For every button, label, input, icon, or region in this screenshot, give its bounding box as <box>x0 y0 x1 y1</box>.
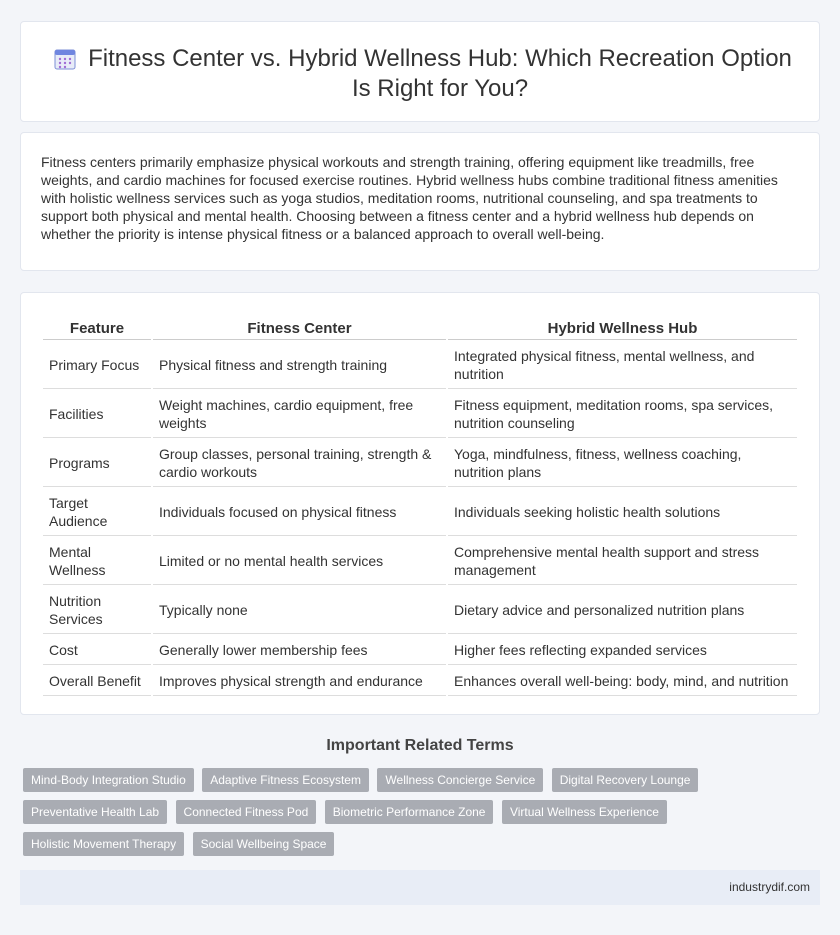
comparison-table <box>41 313 799 698</box>
row-feature: Overall Benefit <box>43 667 151 696</box>
row-fitness-center: Limited or no mental health services <box>153 538 446 585</box>
header-fitness-center: Fitness Center <box>153 315 446 340</box>
row-fitness-center: Individuals focused on physical fitness <box>153 489 446 536</box>
related-term-tag[interactable]: Virtual Wellness Experience <box>502 800 667 824</box>
table-row <box>43 667 797 696</box>
related-term-tag[interactable]: Social Wellbeing Space <box>193 832 335 856</box>
header-feature: Feature <box>43 315 151 340</box>
page-title: Fitness Center vs. Hybrid Wellness Hub: Which Recreation Option Is Right for You? <box>88 45 792 102</box>
row-feature: Facilities <box>43 391 151 438</box>
related-term-tag[interactable]: Holistic Movement Therapy <box>23 832 184 856</box>
row-fitness-center: Improves physical strength and endurance <box>153 667 446 696</box>
comparison-table-card <box>20 292 820 715</box>
row-feature: Primary Focus <box>43 342 151 389</box>
table-row <box>43 587 797 634</box>
row-feature: Target Audience <box>43 489 151 536</box>
related-term-tag[interactable]: Preventative Health Lab <box>23 800 167 824</box>
row-hybrid-hub: Individuals seeking holistic health solutions <box>448 489 797 536</box>
table-header-row <box>43 315 797 340</box>
intro-card <box>20 132 820 271</box>
intro-paragraph: Fitness centers primarily emphasize physical workouts and strength training, offering equipment like treadmills, free weights, and cardio machines for focused exercise routines. Hybrid wellness hubs combine traditional fitness amenities with holistic wellness services such as yoga studios, meditation rooms, nutritional counseling, and spa treatments to support both physical and mental health. Choosing between a fitness center and a hybrid wellness hub depends on whether the priority is intense physical fitness or a balanced approach to overall well-being. <box>41 154 778 242</box>
related-term-tag[interactable]: Digital Recovery Lounge <box>552 768 699 792</box>
table-row <box>43 440 797 487</box>
related-term-tag[interactable]: Adaptive Fitness Ecosystem <box>202 768 369 792</box>
row-hybrid-hub: Enhances overall well-being: body, mind, and nutrition <box>448 667 797 696</box>
row-hybrid-hub: Comprehensive mental health support and stress management <box>448 538 797 585</box>
row-feature: Mental Wellness <box>43 538 151 585</box>
header-hybrid-wellness-hub: Hybrid Wellness Hub <box>448 315 797 340</box>
row-feature: Cost <box>43 636 151 665</box>
related-terms-title: Important Related Terms <box>326 737 514 754</box>
row-fitness-center: Generally lower membership fees <box>153 636 446 665</box>
related-term-tag[interactable]: Biometric Performance Zone <box>325 800 494 824</box>
related-term-tag[interactable]: Mind-Body Integration Studio <box>23 768 194 792</box>
title-card <box>20 21 820 122</box>
row-hybrid-hub: Dietary advice and personalized nutrition plans <box>448 587 797 634</box>
row-hybrid-hub: Yoga, mindfulness, fitness, wellness coaching, nutrition plans <box>448 440 797 487</box>
table-row <box>43 489 797 536</box>
footer-site-link[interactable]: industrydif.com <box>729 880 810 894</box>
footer <box>20 870 820 905</box>
related-term-tag[interactable]: Connected Fitness Pod <box>176 800 317 824</box>
related-term-tag[interactable]: Wellness Concierge Service <box>377 768 543 792</box>
row-feature: Nutrition Services <box>43 587 151 634</box>
row-fitness-center: Typically none <box>153 587 446 634</box>
table-row <box>43 636 797 665</box>
table-row <box>43 391 797 438</box>
row-feature: Programs <box>43 440 151 487</box>
row-hybrid-hub: Integrated physical fitness, mental wellness, and nutrition <box>448 342 797 389</box>
row-hybrid-hub: Fitness equipment, meditation rooms, spa services, nutrition counseling <box>448 391 797 438</box>
row-fitness-center: Physical fitness and strength training <box>153 342 446 389</box>
row-fitness-center: Weight machines, cardio equipment, free weights <box>153 391 446 438</box>
table-row <box>43 342 797 389</box>
row-hybrid-hub: Higher fees reflecting expanded services <box>448 636 797 665</box>
related-terms-list <box>23 768 823 864</box>
row-fitness-center: Group classes, personal training, strength & cardio workouts <box>153 440 446 487</box>
table-row <box>43 538 797 585</box>
